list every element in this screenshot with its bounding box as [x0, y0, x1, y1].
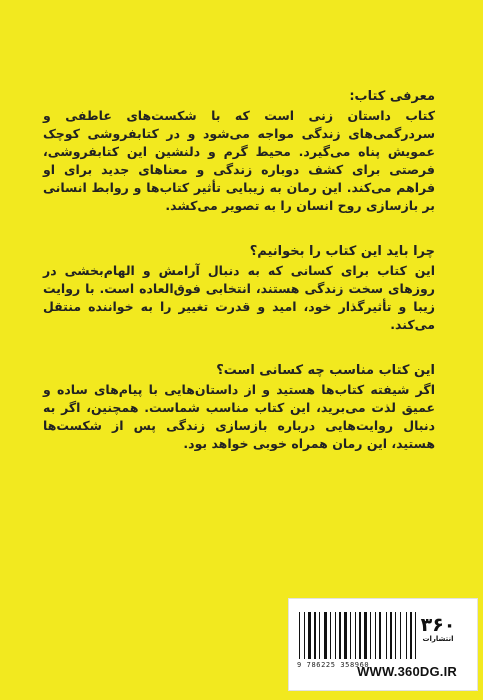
description-text-block	[43, 88, 435, 481]
barcode-bar	[308, 612, 311, 659]
barcode-bar	[350, 612, 351, 659]
publisher-logo-name: انتشارات	[422, 634, 454, 643]
barcode-bar	[319, 612, 320, 659]
introduction-body: کتاب داستان زنی است که با شکست‌های عاطفی و سردرگمی‌های زندگی مواجه می‌شود و در کتابفروشی کوچک عمویش پناه می‌گیرد. محیط گرم و دلنشین این کتابفروشی، فرصتی برای کشف دوباره زندگی و معناهای جدید برای او فراهم می‌کند. این رمان به زیبایی تأثیر کتاب‌ها و روابط انسانی بر بازسازی روح انسان را به تصویر می‌کشد.	[43, 108, 435, 213]
barcode-bar	[415, 612, 416, 659]
barcode-bar	[304, 612, 305, 659]
barcode-bar	[379, 612, 381, 659]
target-reader-title: این کتاب مناسب چه کسانی است؟	[216, 363, 435, 378]
isbn-barcode-number: 9 786225 358960	[297, 661, 370, 669]
why-read-title: چرا باید این کتاب را بخوانیم؟	[249, 244, 435, 259]
barcode-bar	[400, 612, 401, 659]
isbn-barcode	[299, 612, 411, 659]
barcode-bar	[410, 612, 412, 659]
introduction-title: معرفی کتاب:	[349, 89, 435, 104]
barcode-bar	[359, 612, 361, 659]
barcode-bar	[364, 612, 367, 659]
barcode-bar	[406, 612, 407, 659]
barcode-bar	[299, 612, 300, 659]
barcode-bar	[375, 612, 376, 659]
barcode-bar	[395, 612, 396, 659]
barcode-bar	[386, 612, 387, 659]
barcode-bar	[355, 612, 356, 659]
barcode-panel	[288, 598, 478, 691]
barcode-bar	[335, 612, 336, 659]
publisher-logo-number: ۳۶۰	[420, 613, 456, 636]
barcode-bar	[344, 612, 347, 659]
publisher-website: WWW.360DG.IR	[357, 664, 457, 679]
barcode-bar	[390, 612, 392, 659]
barcode-bar	[330, 612, 331, 659]
barcode-bar	[370, 612, 371, 659]
target-reader-section	[43, 362, 435, 453]
why-read-section	[43, 243, 435, 334]
target-reader-body: اگر شیفته کتاب‌ها هستید و از داستان‌هایی با پیام‌های ساده و عمیق لذت می‌برید، این کتاب مناسب شماست. همچنین، اگر به دنبال روایت‌هایی درباره بازسازی زندگی پس از شکست‌ها هستید، این رمان همراه خوبی خواهد بود.	[43, 382, 435, 451]
publisher-logo	[417, 608, 459, 650]
why-read-body: این کتاب برای کسانی که به دنبال آرامش و الهام‌بخشی در روزهای سخت زندگی هستند، انتخابی فوق‌العاده است. با روایت زیبا و تأثیرگذار خود، امید و قدرت تغییر را به خواننده منتقل می‌کند.	[43, 263, 435, 332]
barcode-bar	[314, 612, 316, 659]
barcode-bar	[339, 612, 341, 659]
book-introduction-section	[43, 88, 435, 215]
barcode-bar	[324, 612, 327, 659]
